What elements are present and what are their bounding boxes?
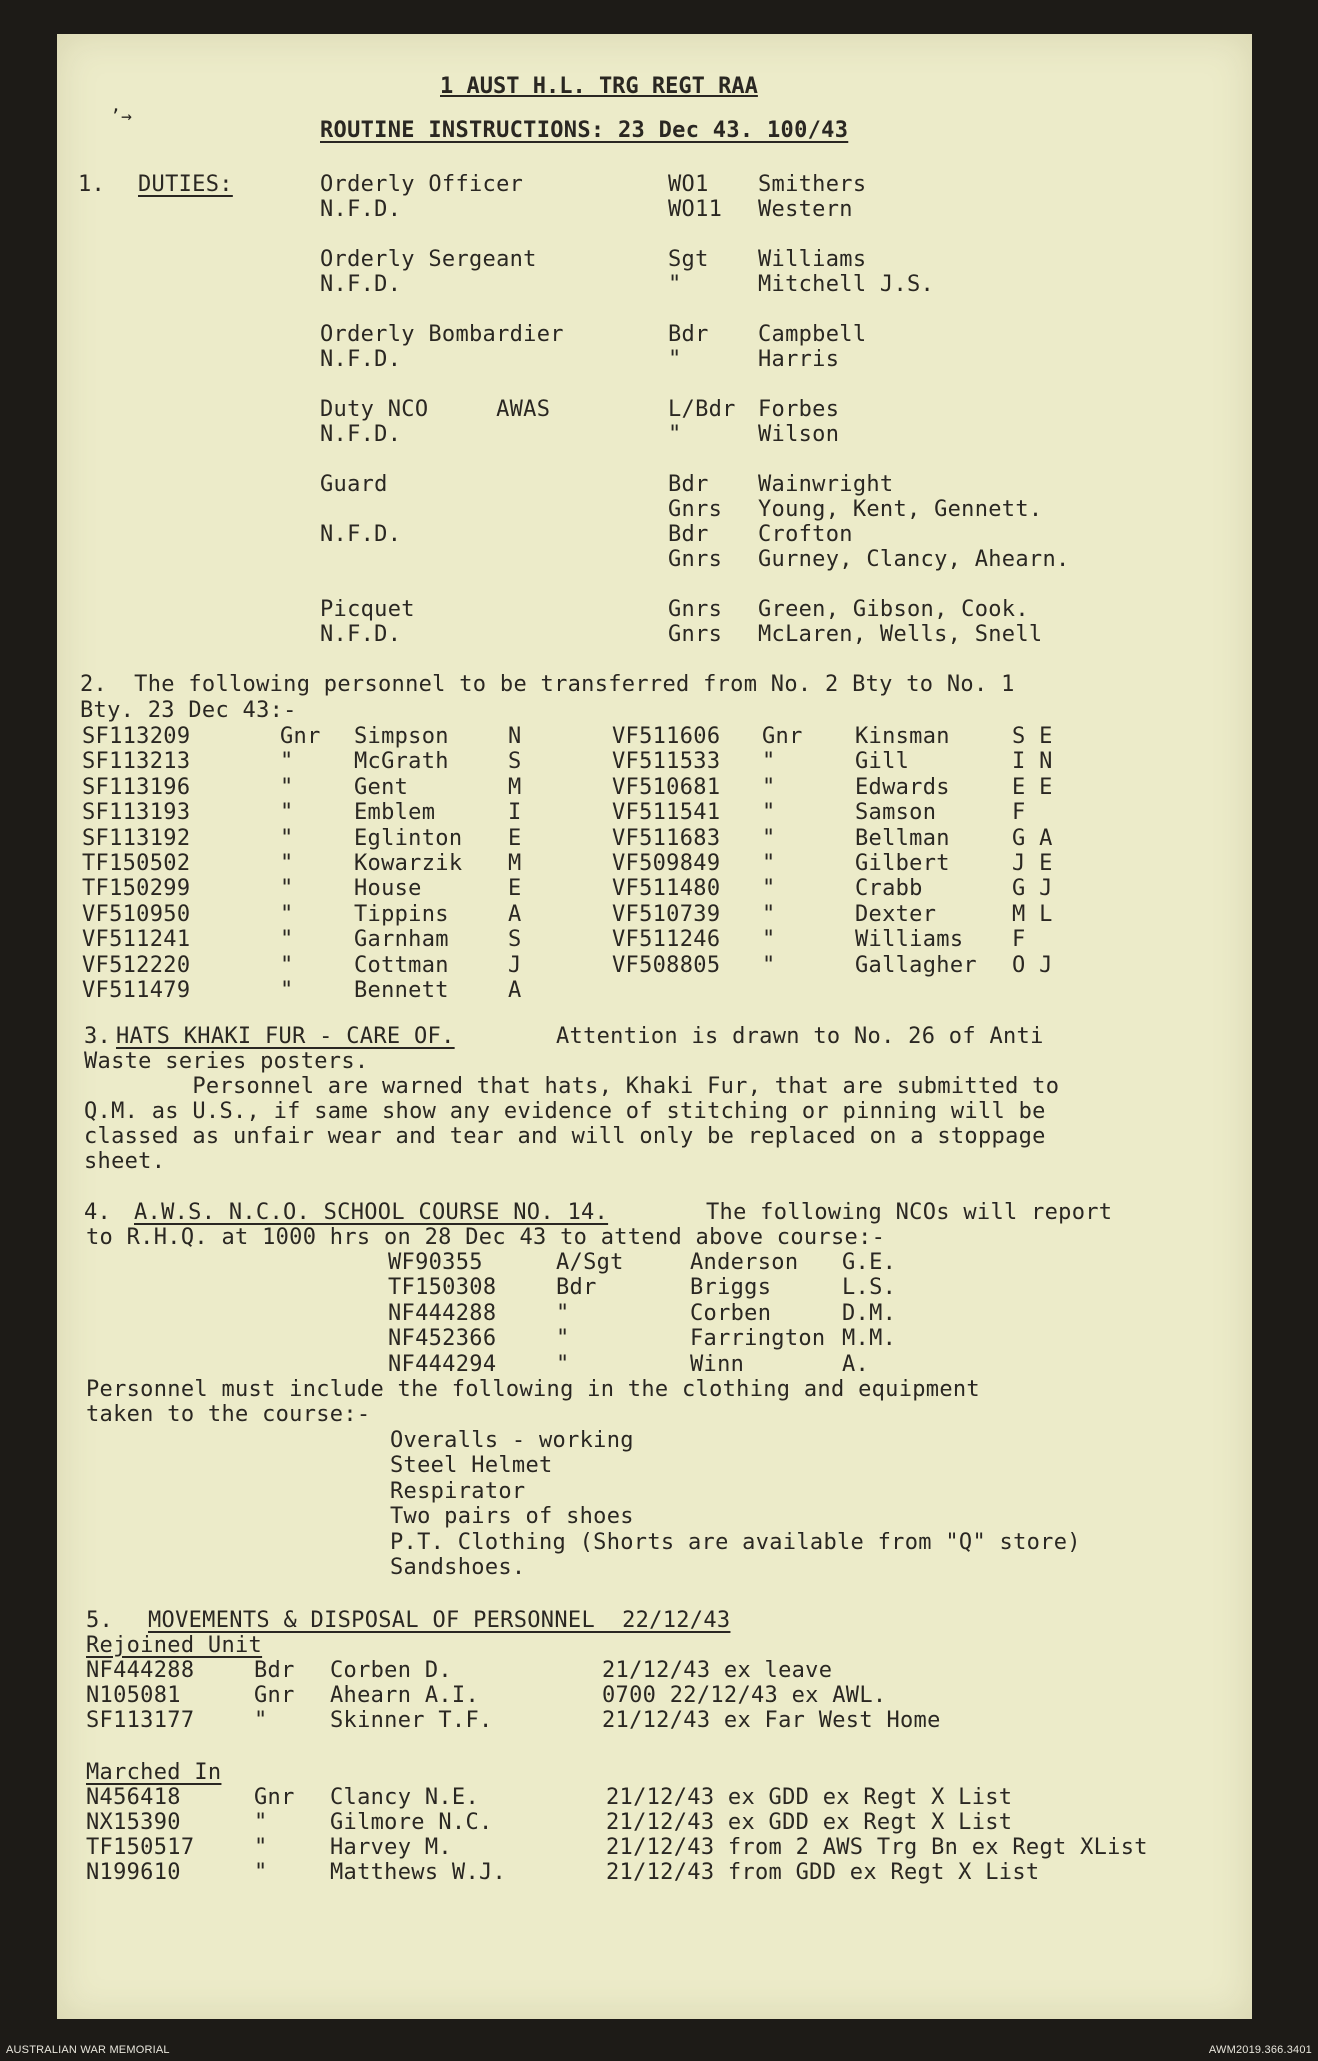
transfer-right-no: VF510681 xyxy=(612,774,721,800)
rejoined-no: SF113177 xyxy=(86,1708,195,1733)
transfer-left-name: Cottman xyxy=(354,952,449,978)
school-line2: to R.H.Q. at 1000 hrs on 28 Dec 43 to attend above course:- xyxy=(86,1225,886,1250)
transfer-left-name: Emblem xyxy=(354,800,436,826)
transfer-left-init: S xyxy=(508,749,522,775)
movements-heading: MOVEMENTS & DISPOSAL OF PERSONNEL 22/12/43 xyxy=(148,1608,731,1633)
marched-name: Matthews W.J. xyxy=(330,1860,507,1885)
footer-accession-number: AWM2019.366.3401 xyxy=(1208,2044,1312,2056)
hats-line1: Attention is drawn to No. 26 of Anti xyxy=(556,1024,1044,1049)
duty-rank: Gnrs xyxy=(668,547,723,572)
stray-mark: ʼ→ xyxy=(110,106,133,127)
nco-init: A. xyxy=(842,1351,870,1377)
duty-rank: Bdr xyxy=(668,472,709,497)
nco-name: Winn xyxy=(690,1351,745,1377)
duty-role: N.F.D. xyxy=(320,622,402,647)
hats-number: 3. xyxy=(84,1024,112,1049)
transfer-right-name: Samson xyxy=(855,800,937,826)
transfer-left-no: SF113209 xyxy=(82,724,191,749)
nco-rank: " xyxy=(556,1326,570,1352)
duty-rank: " xyxy=(668,347,682,372)
nco-rank: Bdr xyxy=(556,1275,597,1301)
transfer-right-rank: " xyxy=(762,749,776,775)
marched-rank: " xyxy=(254,1810,268,1835)
rejoined-no: N105081 xyxy=(86,1683,181,1708)
duty-name: Wilson xyxy=(758,422,840,447)
nco-name: Briggs xyxy=(690,1275,772,1301)
transfer-left-name: Simpson xyxy=(354,724,449,749)
transfer-right-name: Crabb xyxy=(855,876,923,902)
duty-role: Picquet xyxy=(320,597,415,622)
transfer-left-no: VF511479 xyxy=(82,978,191,1003)
marched-rank: " xyxy=(254,1835,268,1860)
transfer-left-name: Eglinton xyxy=(354,825,463,851)
duty-role: Duty NCO AWAS xyxy=(320,397,551,422)
school-note1: Personnel must include the following in the clothing and equipment xyxy=(86,1377,980,1402)
transfer-left-init: J xyxy=(508,952,522,978)
transfer-right-name: Kinsman xyxy=(855,724,950,749)
nco-name: Anderson xyxy=(690,1250,799,1275)
nco-no: NF444288 xyxy=(388,1300,497,1326)
transfer-right-rank: " xyxy=(762,800,776,826)
transfer-right-rank: Gnr xyxy=(762,724,803,749)
equipment-item: Overalls - working xyxy=(390,1428,634,1453)
transfer-right-name: Dexter xyxy=(855,901,937,927)
transfer-left-rank: " xyxy=(280,851,294,876)
duty-name: Williams xyxy=(758,247,867,272)
transfer-right-init: F xyxy=(1012,927,1026,953)
hats-line2: Waste series posters. xyxy=(84,1049,369,1074)
transfer-right-no: VF511683 xyxy=(612,825,721,851)
duty-rank: Bdr xyxy=(668,522,709,547)
marched-name: Gilmore N.C. xyxy=(330,1810,493,1835)
school-number: 4. xyxy=(84,1200,112,1225)
school-note2: taken to the course:- xyxy=(86,1402,371,1427)
transfer-right-init: S E xyxy=(1012,724,1053,749)
transfer-left-name: Kowarzik xyxy=(354,851,463,876)
transfer-right-name: Edwards xyxy=(855,774,950,800)
footer-institution: AUSTRALIAN WAR MEMORIAL xyxy=(6,2044,170,2056)
marched-detail: 21/12/43 ex GDD ex Regt X List xyxy=(606,1785,1013,1810)
transfer-intro-line1: 2. The following personnel to be transferred from No. 2 Bty to No. 1 xyxy=(80,672,1015,697)
duty-name: Young, Kent, Gennett. xyxy=(758,497,1043,522)
marched-no: N199610 xyxy=(86,1860,181,1885)
duty-role: N.F.D. xyxy=(320,272,402,297)
hats-heading: HATS KHAKI FUR - CARE OF. xyxy=(116,1024,455,1049)
transfer-right-init: G A xyxy=(1012,825,1053,851)
transfer-right-no: VF511533 xyxy=(612,749,721,775)
nco-rank: A/Sgt xyxy=(556,1250,624,1275)
transfer-right-no: VF511246 xyxy=(612,927,721,953)
transfer-left-name: McGrath xyxy=(354,749,449,775)
transfer-left-no: VF510950 xyxy=(82,901,191,927)
transfer-right-init: F xyxy=(1012,800,1026,826)
transfer-right-no: VF511541 xyxy=(612,800,721,826)
duty-rank: Gnrs xyxy=(668,622,723,647)
marched-detail: 21/12/43 from GDD ex Regt X List xyxy=(606,1860,1040,1885)
transfer-left-init: E xyxy=(508,876,522,902)
equipment-item: Respirator xyxy=(390,1478,526,1504)
duty-role: Orderly Officer xyxy=(320,172,524,197)
transfer-left-no: SF113213 xyxy=(82,749,191,775)
transfer-left-init: E xyxy=(508,825,522,851)
nco-name: Farrington xyxy=(690,1326,826,1352)
transfer-left-init: A xyxy=(508,901,522,927)
duty-name: Western xyxy=(758,197,853,222)
duty-role: N.F.D. xyxy=(320,422,402,447)
marched-detail: 21/12/43 from 2 AWS Trg Bn ex Regt XList xyxy=(606,1835,1148,1860)
transfer-right-rank: " xyxy=(762,825,776,851)
document-title: ROUTINE INSTRUCTIONS: 23 Dec 43. 100/43 xyxy=(320,118,849,143)
duty-name: Forbes xyxy=(758,397,840,422)
rejoined-name: Corben D. xyxy=(330,1658,452,1683)
marched-rank: " xyxy=(254,1860,268,1885)
hats-line5: classed as unfair wear and tear and will only be replaced on a stoppage xyxy=(84,1124,1046,1149)
transfer-left-rank: " xyxy=(280,774,294,800)
duty-role: Orderly Bombardier xyxy=(320,322,564,347)
rejoined-no: NF444288 xyxy=(86,1658,195,1683)
school-heading: A.W.S. N.C.O. SCHOOL COURSE NO. 14. xyxy=(134,1200,609,1225)
transfer-right-no: VF511606 xyxy=(612,724,721,749)
rejoined-rank: Gnr xyxy=(254,1683,295,1708)
transfer-left-rank: " xyxy=(280,927,294,953)
transfer-right-init: E E xyxy=(1012,774,1053,800)
transfer-left-name: Garnham xyxy=(354,927,449,953)
duty-name: Crofton xyxy=(758,522,853,547)
duty-rank: WO1 xyxy=(668,172,709,197)
transfer-right-rank: " xyxy=(762,901,776,927)
transfer-right-name: Bellman xyxy=(855,825,950,851)
nco-init: G.E. xyxy=(842,1250,897,1275)
transfer-right-name: Gilbert xyxy=(855,851,950,876)
transfer-left-no: TF150502 xyxy=(82,851,191,876)
transfer-right-no: VF511480 xyxy=(612,876,721,902)
transfer-left-init: N xyxy=(508,724,522,749)
transfer-right-init: I N xyxy=(1012,749,1053,775)
duty-rank: Gnrs xyxy=(668,497,723,522)
transfer-right-rank: " xyxy=(762,774,776,800)
hats-line3: Personnel are warned that hats, Khaki Fur, that are submitted to xyxy=(84,1074,1060,1099)
nco-no: WF90355 xyxy=(388,1250,483,1275)
duty-role: N.F.D. xyxy=(320,197,402,222)
hats-line6: sheet. xyxy=(84,1149,166,1174)
transfer-left-name: Bennett xyxy=(354,978,449,1003)
duty-rank: WO11 xyxy=(668,197,723,222)
transfer-left-rank: " xyxy=(280,978,294,1003)
equipment-item: Sandshoes. xyxy=(390,1555,526,1580)
marched-heading: Marched In xyxy=(86,1760,222,1785)
transfer-left-rank: " xyxy=(280,952,294,978)
marched-name: Clancy N.E. xyxy=(330,1785,479,1810)
rejoined-rank: Bdr xyxy=(254,1658,295,1683)
duty-role: Guard xyxy=(320,472,388,497)
transfer-right-no: VF509849 xyxy=(612,851,721,876)
duty-rank: " xyxy=(668,272,682,297)
transfer-right-name: Gallagher xyxy=(855,952,977,978)
duty-rank: Bdr xyxy=(668,322,709,347)
transfer-right-no: VF508805 xyxy=(612,952,721,978)
transfer-right-rank: " xyxy=(762,876,776,902)
transfer-right-name: Gill xyxy=(855,749,910,775)
transfer-left-name: Gent xyxy=(354,774,409,800)
rejoined-detail: 21/12/43 ex Far West Home xyxy=(602,1708,941,1733)
transfer-left-no: VF512220 xyxy=(82,952,191,978)
duties-heading: DUTIES: xyxy=(138,172,233,197)
duty-rank: " xyxy=(668,422,682,447)
transfer-right-name: Williams xyxy=(855,927,964,953)
duty-rank: L/Bdr xyxy=(668,397,736,422)
marched-no: NX15390 xyxy=(86,1810,181,1835)
marched-name: Harvey M. xyxy=(330,1835,452,1860)
nco-init: L.S. xyxy=(842,1275,897,1301)
transfer-left-name: Tippins xyxy=(354,901,449,927)
rejoined-name: Skinner T.F. xyxy=(330,1708,493,1733)
duties-number: 1. xyxy=(78,172,106,197)
rejoined-detail: 21/12/43 ex leave xyxy=(602,1658,833,1683)
nco-no: TF150308 xyxy=(388,1275,497,1301)
transfer-left-init: I xyxy=(508,800,522,826)
marched-no: TF150517 xyxy=(86,1835,195,1860)
transfer-left-rank: " xyxy=(280,901,294,927)
rejoined-rank: " xyxy=(254,1708,268,1733)
marched-no: N456418 xyxy=(86,1785,181,1810)
duty-role: N.F.D. xyxy=(320,347,402,372)
transfer-left-init: M xyxy=(508,774,522,800)
nco-init: D.M. xyxy=(842,1300,897,1326)
nco-init: M.M. xyxy=(842,1326,897,1352)
transfer-left-init: M xyxy=(508,851,522,876)
movements-number: 5. xyxy=(86,1608,114,1633)
transfer-left-init: A xyxy=(508,978,522,1003)
transfer-left-rank: " xyxy=(280,825,294,851)
transfer-left-name: House xyxy=(354,876,422,902)
transfer-left-no: VF511241 xyxy=(82,927,191,953)
nco-rank: " xyxy=(556,1300,570,1326)
school-line1: The following NCOs will report xyxy=(706,1200,1113,1225)
duty-name: Harris xyxy=(758,347,840,372)
transfer-left-init: S xyxy=(508,927,522,953)
duty-name: Smithers xyxy=(758,172,867,197)
transfer-right-rank: " xyxy=(762,927,776,953)
duty-role: N.F.D. xyxy=(320,522,402,547)
equipment-item: P.T. Clothing (Shorts are available from "Q" store) xyxy=(390,1529,1081,1555)
nco-no: NF444294 xyxy=(388,1351,497,1377)
rejoined-heading: Rejoined Unit xyxy=(86,1633,263,1658)
duty-name: McLaren, Wells, Snell xyxy=(758,622,1043,647)
unit-heading: 1 AUST H.L. TRG REGT RAA xyxy=(440,74,758,99)
duty-name: Campbell xyxy=(758,322,867,347)
nco-no: NF452366 xyxy=(388,1326,497,1352)
transfer-right-init: G J xyxy=(1012,876,1053,902)
transfer-right-rank: " xyxy=(762,851,776,876)
transfer-intro-line2: Bty. 23 Dec 43:- xyxy=(80,698,297,723)
transfer-right-no: VF510739 xyxy=(612,901,721,927)
transfer-left-no: SF113192 xyxy=(82,825,191,851)
duty-name: Wainwright xyxy=(758,472,894,497)
duty-name: Green, Gibson, Cook. xyxy=(758,597,1029,622)
transfer-left-rank: " xyxy=(280,749,294,775)
rejoined-name: Ahearn A.I. xyxy=(330,1683,479,1708)
nco-name: Corben xyxy=(690,1300,772,1326)
equipment-item: Two pairs of shoes xyxy=(390,1504,634,1530)
transfer-left-no: TF150299 xyxy=(82,876,191,902)
transfer-left-rank: " xyxy=(280,800,294,826)
transfer-left-no: SF113196 xyxy=(82,774,191,800)
transfer-right-init: M L xyxy=(1012,901,1053,927)
transfer-left-rank: Gnr xyxy=(280,724,321,749)
marched-rank: Gnr xyxy=(254,1785,295,1810)
transfer-right-init: O J xyxy=(1012,952,1053,978)
duty-rank: Gnrs xyxy=(668,597,723,622)
transfer-right-init: J E xyxy=(1012,851,1053,876)
marched-detail: 21/12/43 ex GDD ex Regt X List xyxy=(606,1810,1013,1835)
duty-name: Gurney, Clancy, Ahearn. xyxy=(758,547,1070,572)
duty-role: Orderly Sergeant xyxy=(320,247,537,272)
rejoined-detail: 0700 22/12/43 ex AWL. xyxy=(602,1683,887,1708)
duty-rank: Sgt xyxy=(668,247,709,272)
nco-rank: " xyxy=(556,1351,570,1377)
transfer-left-no: SF113193 xyxy=(82,800,191,826)
transfer-right-rank: " xyxy=(762,952,776,978)
hats-line4: Q.M. as U.S., if same show any evidence of stitching or pinning will be xyxy=(84,1099,1046,1124)
duty-name: Mitchell J.S. xyxy=(758,272,935,297)
transfer-left-rank: " xyxy=(280,876,294,902)
equipment-item: Steel Helmet xyxy=(390,1453,553,1479)
